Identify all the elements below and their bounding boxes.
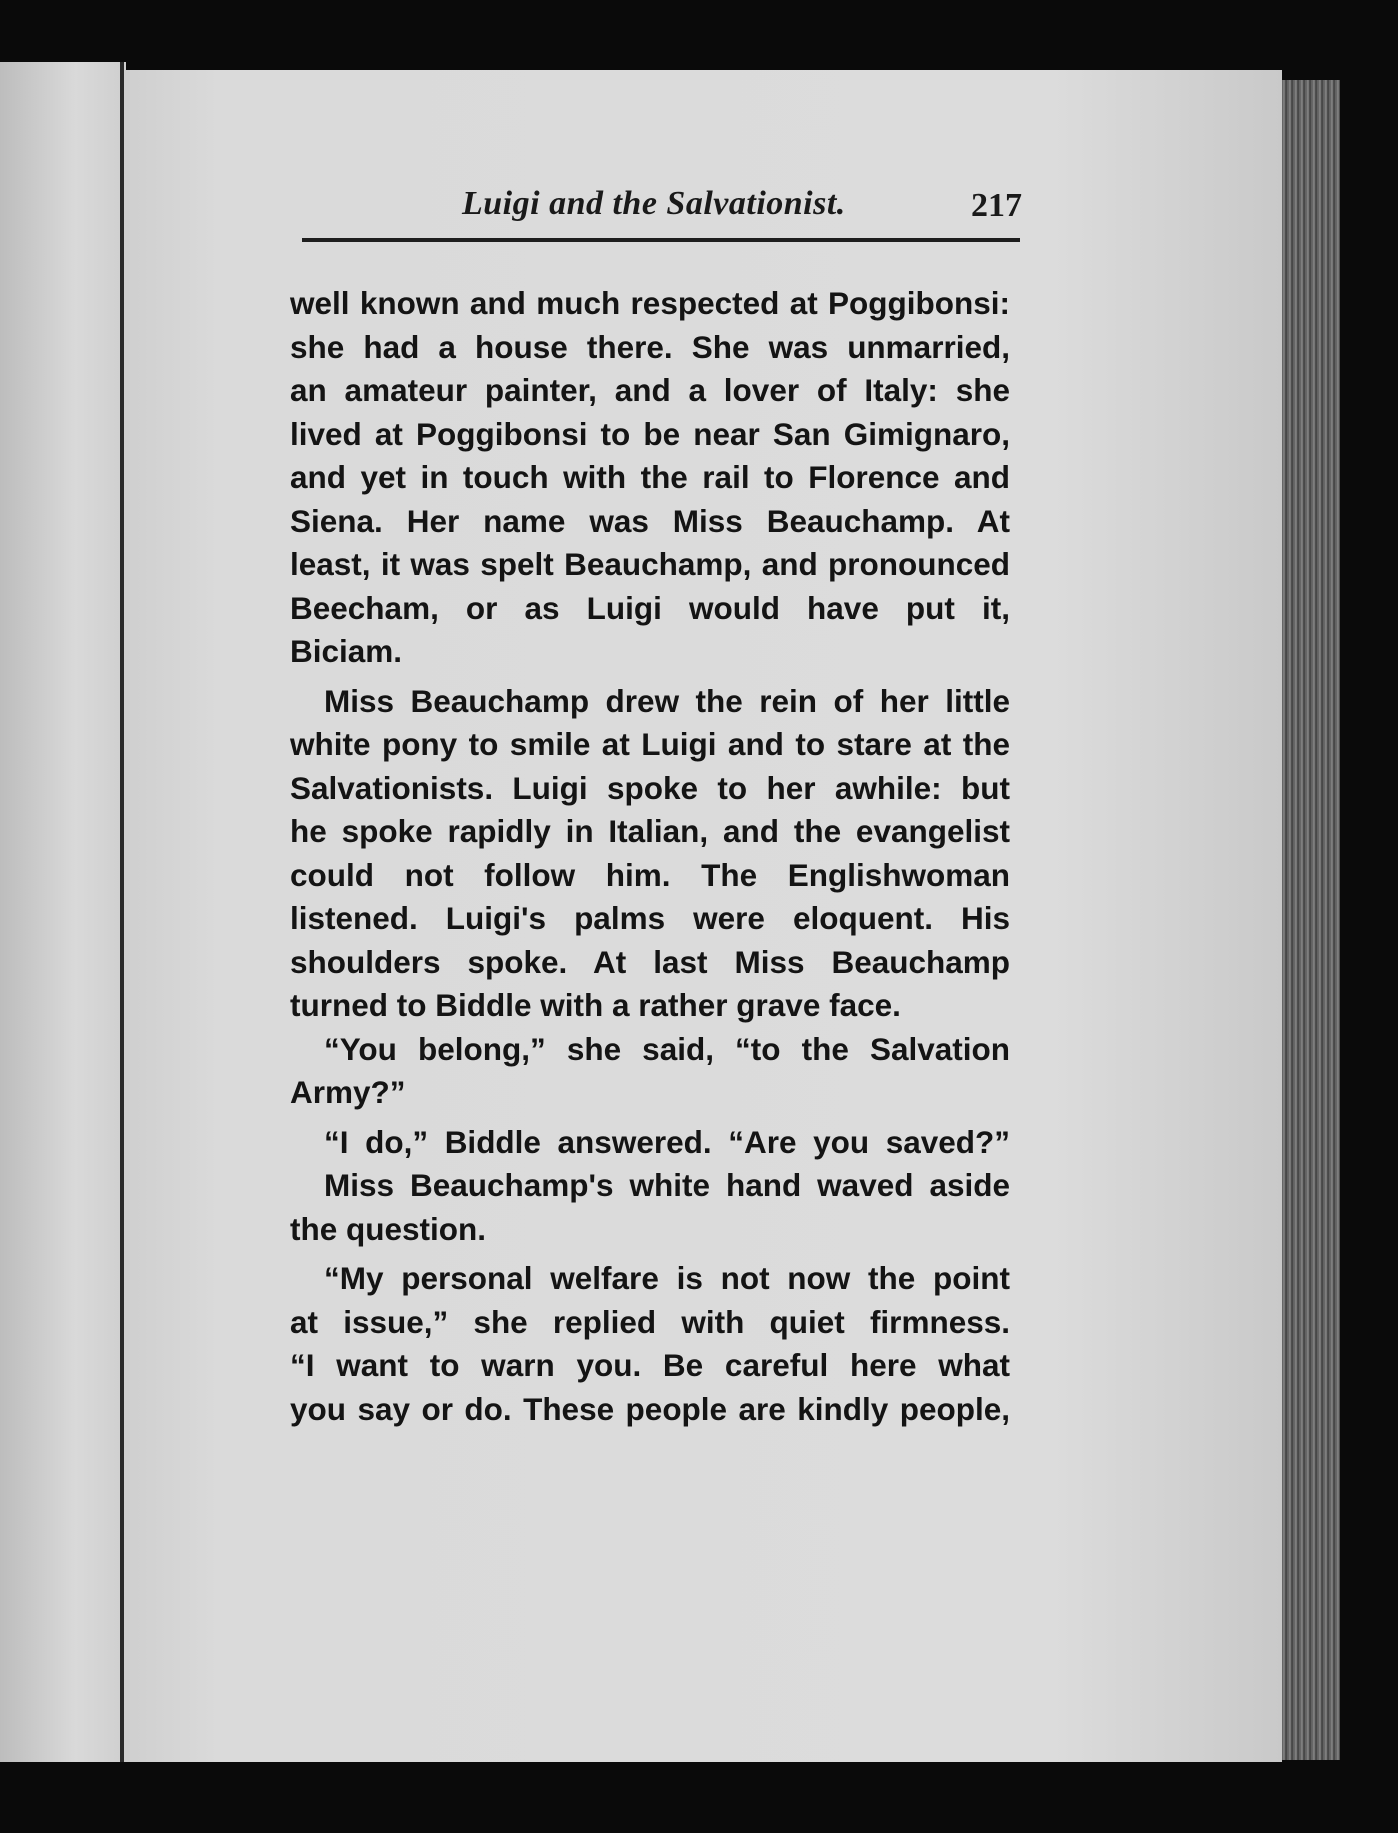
text-line: Siena. Her name was Miss Beauchamp. At bbox=[290, 502, 1010, 539]
book-gutter bbox=[120, 62, 124, 1762]
text-line: least, it was spelt Beauchamp, and pronounced bbox=[290, 546, 1010, 582]
text-line: Salvationists. Luigi spoke to her awhile: but bbox=[290, 769, 1010, 806]
text-line: at issue,” she replied with quiet firmness. bbox=[290, 1303, 1010, 1340]
text-line: “I do,” Biddle answered. “Are you saved?” bbox=[324, 1123, 1010, 1160]
facing-page-edge bbox=[0, 62, 126, 1762]
text-line: turned to Biddle with a rather grave face. bbox=[290, 987, 901, 1023]
text-line: he spoke rapidly in Italian, and the evangelist bbox=[290, 813, 1010, 849]
page-edges bbox=[1282, 80, 1340, 1760]
text-line: lived at Poggibonsi to be near San Gimignaro, bbox=[290, 415, 1010, 452]
body-text bbox=[290, 282, 1010, 1431]
text-line: white pony to smile at Luigi and to stare at the bbox=[290, 726, 1010, 762]
text-line: “I want to warn you. Be careful here what bbox=[290, 1347, 1010, 1383]
page-number: 217 bbox=[971, 187, 1022, 224]
text-line: she had a house there. She was unmarried, bbox=[290, 328, 1010, 365]
text-line: an amateur painter, and a lover of Italy: she bbox=[290, 372, 1010, 408]
running-title: Luigi and the Salvationist. bbox=[462, 185, 846, 222]
header-rule bbox=[302, 238, 1020, 242]
text-line: “You belong,” she said, “to the Salvation bbox=[324, 1030, 1010, 1067]
text-line: well known and much respected at Poggibonsi: bbox=[290, 285, 1010, 321]
text-line: the question. bbox=[290, 1210, 486, 1247]
text-line: you say or do. These people are kindly people, bbox=[290, 1390, 1010, 1427]
text-line: “My personal welfare is not now the point bbox=[324, 1260, 1010, 1296]
text-line: Biciam. bbox=[290, 633, 403, 669]
text-line: shoulders spoke. At last Miss Beauchamp bbox=[290, 943, 1010, 980]
text-line: Beecham, or as Luigi would have put it, bbox=[290, 589, 1010, 626]
text-line: and yet in touch with the rail to Florence and bbox=[290, 459, 1010, 495]
bottom-shadow bbox=[0, 1762, 1398, 1833]
page-header bbox=[302, 185, 1022, 245]
text-line: could not follow him. The Englishwoman bbox=[290, 856, 1010, 893]
text-line: listened. Luigi's palms were eloquent. His bbox=[290, 900, 1010, 936]
text-line: Miss Beauchamp drew the rein of her little bbox=[324, 682, 1010, 719]
text-line: Miss Beauchamp's white hand waved aside bbox=[324, 1167, 1010, 1203]
text-line: Army?” bbox=[290, 1074, 406, 1110]
